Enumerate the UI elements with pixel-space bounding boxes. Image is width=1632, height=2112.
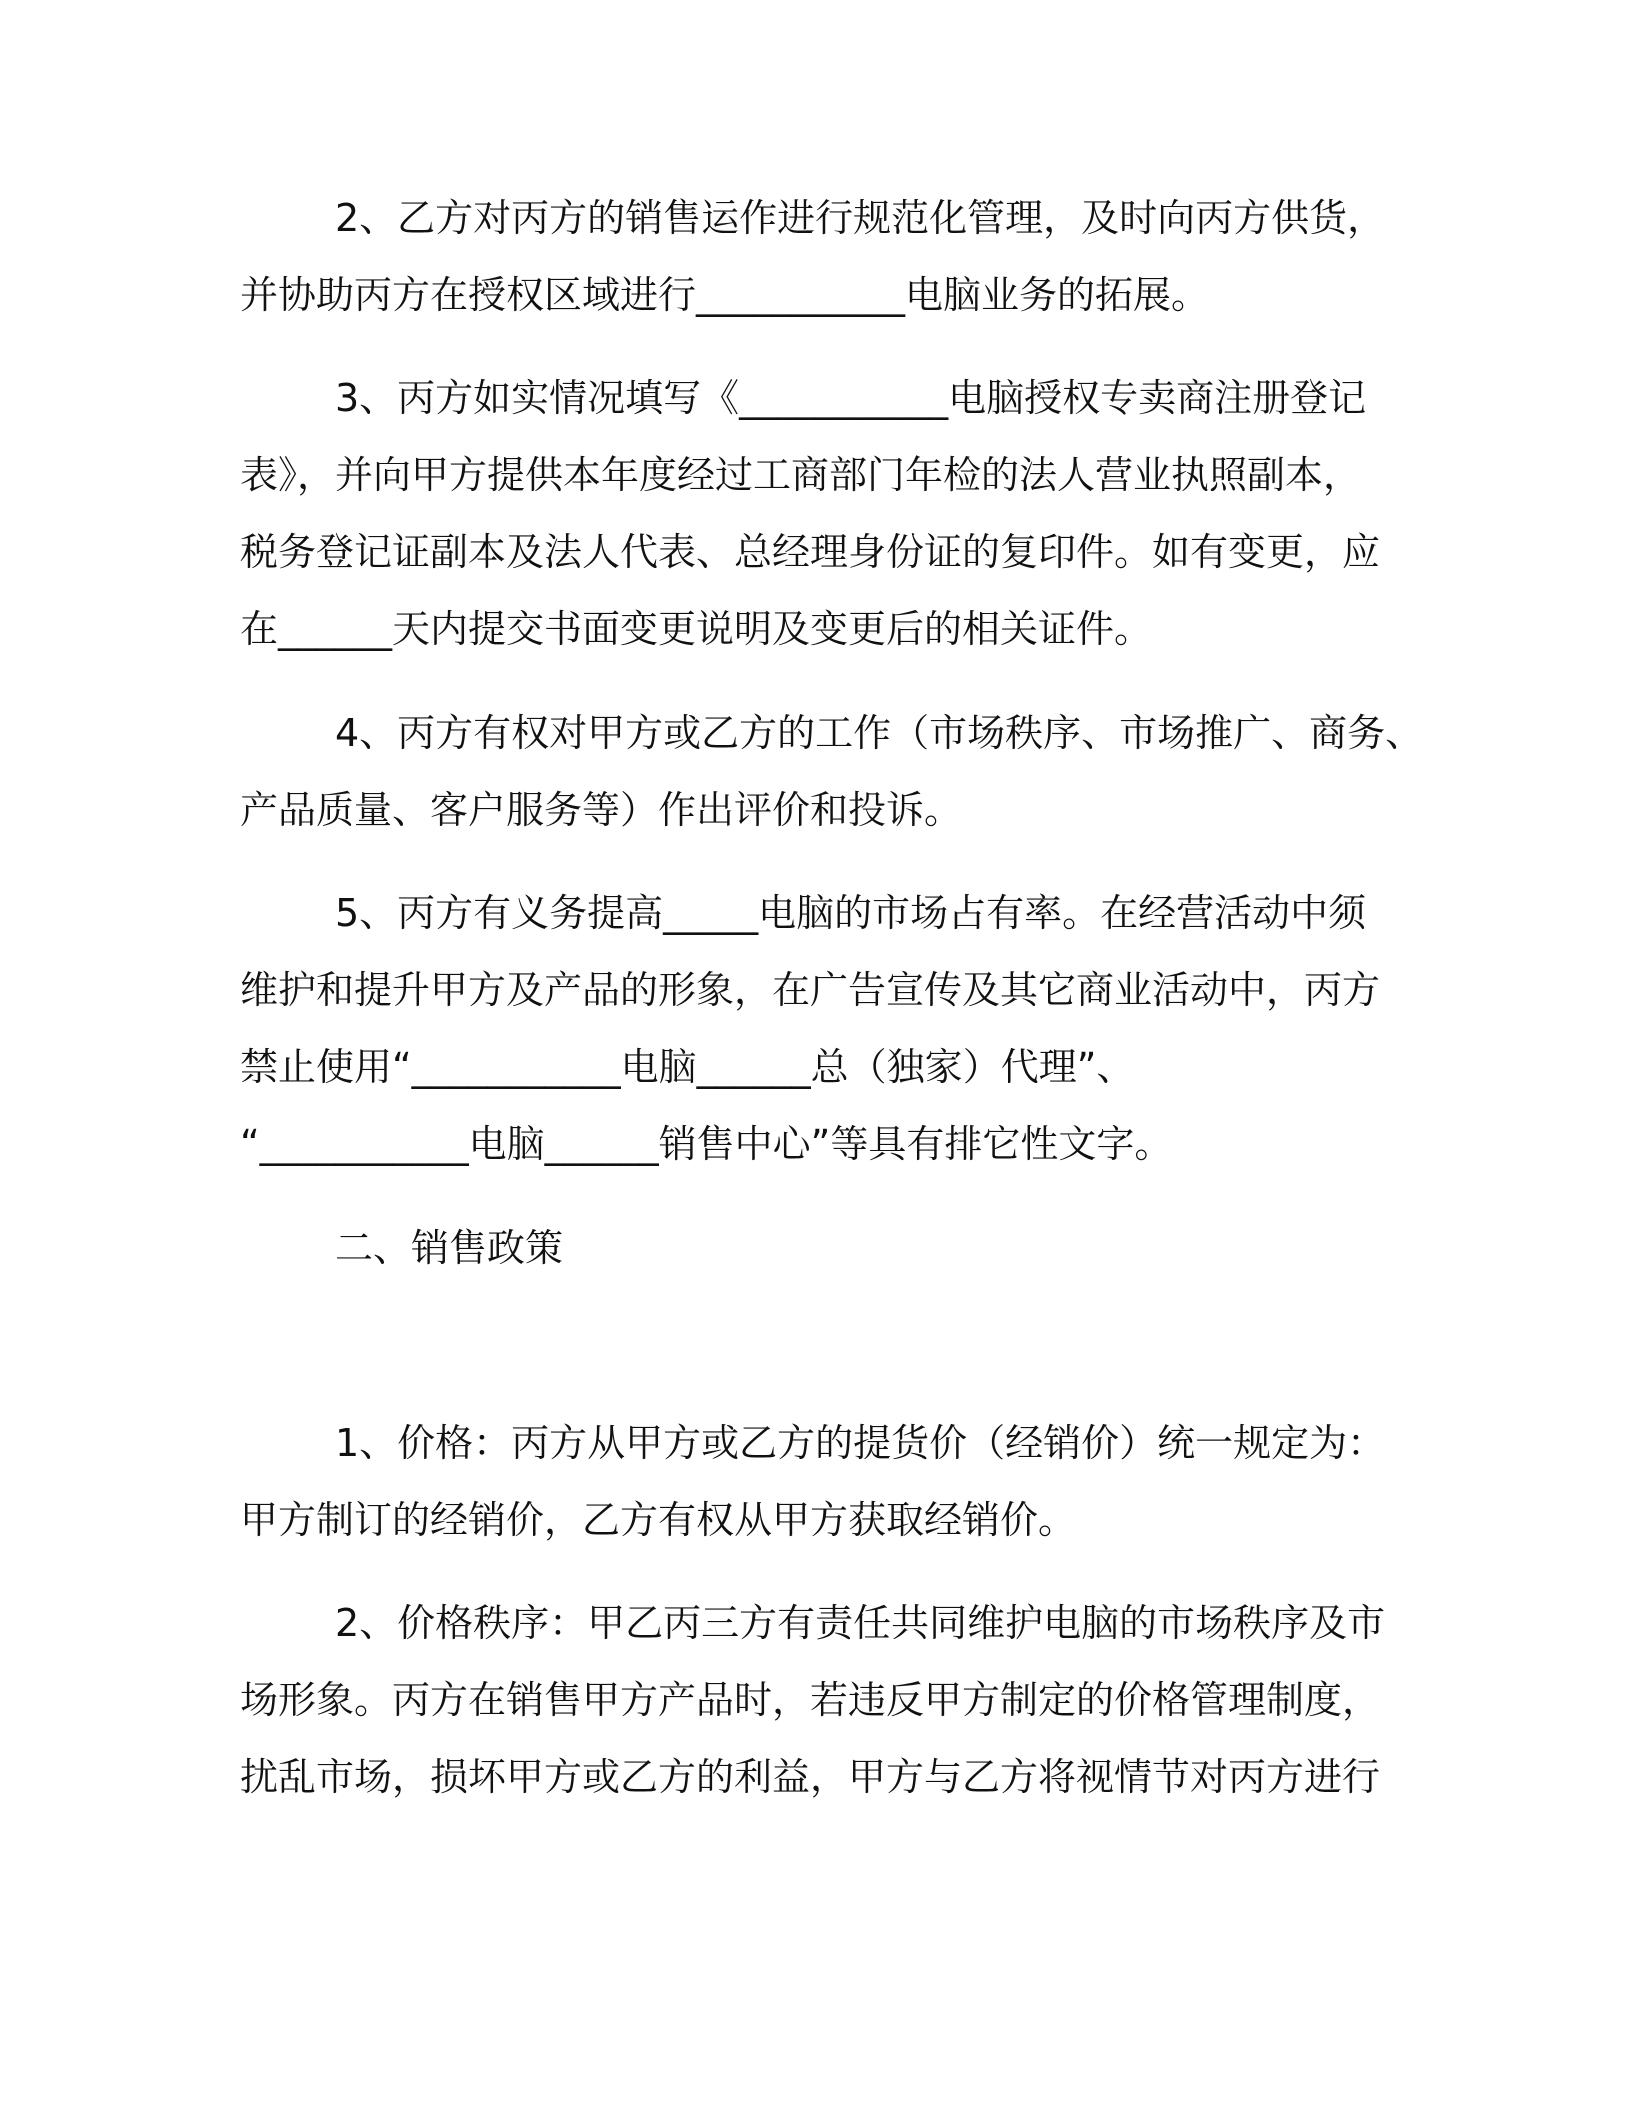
paragraph-line: 1、价格：丙方从甲方或乙方的提货价（经销价）统一规定为： <box>335 1421 1386 1465</box>
paragraph-line: 税务登记证副本及法人代表、总经理身份证的复印件。如有变更，应 <box>240 530 1381 574</box>
paragraph-line: 并协助丙方在授权区域进行___________电脑业务的拓展。 <box>240 273 1210 317</box>
paragraph-line: 维护和提升甲方及产品的形象，在广告宣传及其它商业活动中，丙方 <box>240 968 1381 1012</box>
paragraph-clause-5 <box>240 875 1400 1183</box>
paragraph-clause-2 <box>240 180 1400 334</box>
heading-text: 二、销售政策 <box>335 1226 564 1270</box>
paragraph-clause-3 <box>240 360 1400 668</box>
paragraph-line: 场形象。丙方在销售甲方产品时，若违反甲方制定的价格管理制度， <box>240 1678 1381 1722</box>
paragraph-line: 甲方制订的经销价，乙方有权从甲方获取经销价。 <box>240 1498 1077 1542</box>
paragraph-line: 产品质量、客户服务等）作出评价和投诉。 <box>240 788 963 832</box>
paragraph-line: 在______天内提交书面变更说明及变更后的相关证件。 <box>240 607 1153 651</box>
paragraph-line: 2、价格秩序：甲乙丙三方有责任共同维护电脑的市场秩序及市 <box>335 1601 1386 1645</box>
paragraph-line: “___________电脑______销售中心”等具有排它性文字。 <box>240 1122 1173 1166</box>
paragraph-line: 4、丙方有权对甲方或乙方的工作（市场秩序、市场推广、商务、 <box>335 711 1424 755</box>
paragraph-line: 禁止使用“___________电脑______总（独家）代理”、 <box>240 1045 1135 1089</box>
section-heading-sales-policy <box>240 1210 1400 1287</box>
paragraph-line: 3、丙方如实情况填写《___________电脑授权专卖商注册登记 <box>335 376 1367 420</box>
paragraph-line: 扰乱市场，损坏甲方或乙方的利益，甲方与乙方将视情节对丙方进行 <box>240 1755 1381 1799</box>
paragraph-price <box>240 1405 1400 1559</box>
paragraph-line: 2、乙方对丙方的销售运作进行规范化管理，及时向丙方供货， <box>335 196 1386 240</box>
paragraph-price-order <box>240 1585 1400 1816</box>
paragraph-line: 5、丙方有义务提高_____电脑的市场占有率。在经营活动中须 <box>335 891 1367 935</box>
paragraph-line: 表》，并向甲方提供本年度经过工商部门年检的法人营业执照副本， <box>240 453 1362 497</box>
paragraph-clause-4 <box>240 695 1424 849</box>
